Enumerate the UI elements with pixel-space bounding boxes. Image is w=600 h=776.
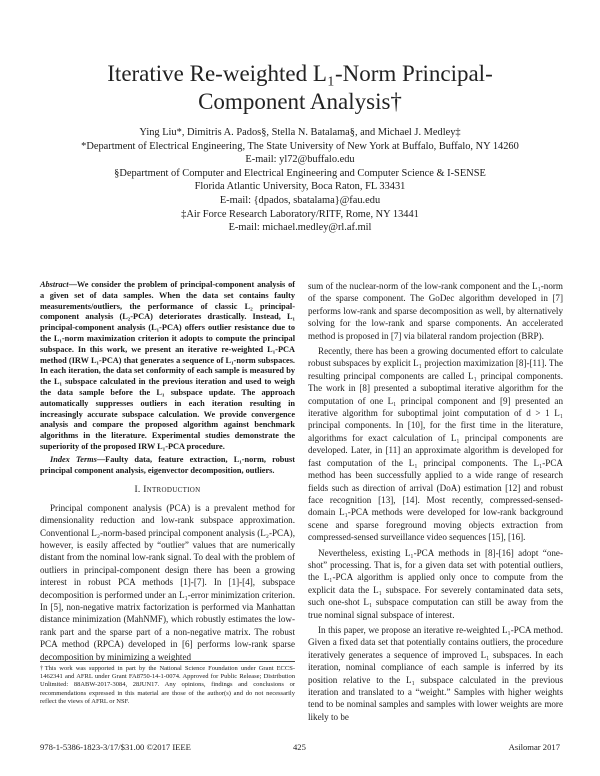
email-3: E-mail: michael.medley@rl.af.mil xyxy=(228,222,372,234)
footer-copyright: 978-1-5386-1823-3/17/$31.00 ©2017 IEEE xyxy=(40,742,191,752)
abstract xyxy=(40,280,295,453)
email-1: E-mail: yl72@buffalo.edu xyxy=(245,154,355,166)
section-heading: I. Introduction xyxy=(134,485,201,496)
affiliation-2b: Florida Atlantic University, Boca Raton, FL 33431 xyxy=(194,181,406,193)
footer-conference: Asilomar 2017 xyxy=(508,742,560,752)
right-paragraph-2: Recently, there has been a growing documented effort to calculate robust subspaces by explicit L₁ projection maximization [8]-[11]. The resulting principal components are called L₁ principal components. The work in [8] presented a suboptimal iterative algorithm for the computation of one L₁ principal component and [9] presented an iterative algorithm for suboptimal joint computation of d > 1 L₁ principal components. In [10], for the first time in the literature, algorithms for exact calculation of L₁ principal components are developed. Later, in [11] an approximate algorithm is developed for fast computation of the L₁ principal components. The L₁-PCA method has been successfully applied to a wide range of research fields such as direction of arrival (DoA) estimation [12] and robust face recognition [13], [14]. Most recently, compressed-sensed-domain L₁-PCA methods were developed for low-rank background scene and sparse foreground moving objects extraction from compressed-sensed surveillance video sequences [15], [16]. xyxy=(308,346,563,543)
intro-paragraph-1: Principal component analysis (PCA) is a prevalent method for dimensionality reduction and low-rank subspace approximation. Conventional L₂-norm-based principal component analysis (L₂-PCA), however, is easily affected by “outlier” values that are numerically distant from the nominal low-rank signal. To deal with the problem of outliers in principal-component design there has been a growing interest in robust PCA methods [1]-[7]. In [1]-[4], subspace decomposition is performed under an L₁-error minimization criterion. In [5], non-negative matrix factorization is performed via Manhattan distance minimization (MahNMF), which robustly estimates the low-rank part and the sparse part of a non-negative matrix. The robust PCA method (RPCA) developed in [6] performs low-rank sparse decomposition by minimizing a weighted xyxy=(40,502,295,662)
footer-page-number: 425 xyxy=(293,742,306,752)
abstract-text: —We consider the problem of principal-component analysis of a given set of data samples. When the data set contains faulty measurements/outliers, the performance of classic L₂ principal-component analysis (L₂-PCA) deteriorates drastically. Instead, L₁ principal-component analysis (L₁-PCA) offers outlier resistance due to the L₁-norm maximization criterion it adopts to compute the principal subspace. In this work, we present an iterative re-weighted L₁-PCA method (IRW L₁-PCA) that generates a sequence of L₁-norm subspaces. In each iteration, the data set conformity of each sample is measured by the L₁ subspace calculated in the previous iteration and used to weigh the data sample before the L₁ subspace update. The approach automatically suppresses outliers in each iteration resulting in increasingly accurate subspace calculation. We provide convergence analysis and compare the proposed algorithm against benchmark algorithms in the literature. Experimental studies demonstrate the superiority of the proposed IRW L₁-PCA procedure. xyxy=(40,280,295,451)
index-terms xyxy=(40,455,295,477)
title-line-2: Component Analysis† xyxy=(198,89,402,114)
left-column xyxy=(40,280,295,666)
affiliation-3: ‡Air Force Research Laboratory/RITF, Rome, NY 13441 xyxy=(181,208,419,220)
right-paragraph-3: Nevertheless, existing L₁-PCA methods in [8]-[16] adopt “one-shot” processing. That is, for a given data set with potential outliers, the L₁-PCA algorithm is applied only once to compute from the explicit data the L₁ subspace. For severely contaminated data sets, such one-shot L₁ subspace computation can still be away from the true nominal signal subspace of interest. xyxy=(308,547,563,620)
affiliation-2a: §Department of Computer and Electrical Engineering and Computer Science & I-SENSE xyxy=(114,167,486,179)
affiliation-1: *Department of Electrical Engineering, The State University of New York at Buffalo, Buffalo, NY 14260 xyxy=(81,140,519,152)
right-column xyxy=(308,280,563,726)
author-names: Ying Liu*, Dimitris A. Pados§, Stella N. Batalama§, and Michael J. Medley‡ xyxy=(139,127,461,138)
footnote: †This work was supported in part by the National Science Foundation under Grant ECCS-1462341 and AFRL under Grant FA8750-14-1-0074. Approved for Public Release; Distribution Unlimited: 88ABW-2017-3084, 28JUN17. Any opinions, findings and conclusions or recommendations expressed in this material are those of the author(s) and do not necessarily reflect the views of AFRL or NSF. xyxy=(40,661,295,706)
paper-title xyxy=(40,60,560,116)
right-paragraph-1: sum of the nuclear-norm of the low-rank component and the L₁-norm of the sparse component. The GoDec algorithm developed in [7] performs low-rank and sparse decomposition as well, by alternatively solving for the low-rank and sparse components. An accelerated method is proposed in [7] via bilateral random projection (BRP). xyxy=(308,281,563,341)
index-terms-lead: Index Terms xyxy=(50,454,97,464)
index-terms-text: —Faulty data, feature extraction, L₁-norm, robust principal component analysis, eigenvector decomposition, outliers. xyxy=(40,454,296,475)
right-paragraph-4: In this paper, we propose an iterative re-weighted L₁-PCA method. Given a fixed data set that potentially contains outliers, the procedure iteratively generates a sequence of improved L₁ subspaces. In each iteration, nominal compliance of each sample is inferred by its position relative to the L₁ subspace calculated in the previous iteration and translated to a “weight.” Samples with higher weights tend to be nominal samples and samples with lower weights are more likely to be xyxy=(308,624,563,722)
author-block xyxy=(20,126,580,235)
abstract-lead: Abstract xyxy=(40,280,69,289)
email-2: E-mail: {dpados, sbatalama}@fau.edu xyxy=(219,194,381,206)
title-line-1: Iterative Re-weighted L₁-Norm Principal- xyxy=(107,61,493,86)
